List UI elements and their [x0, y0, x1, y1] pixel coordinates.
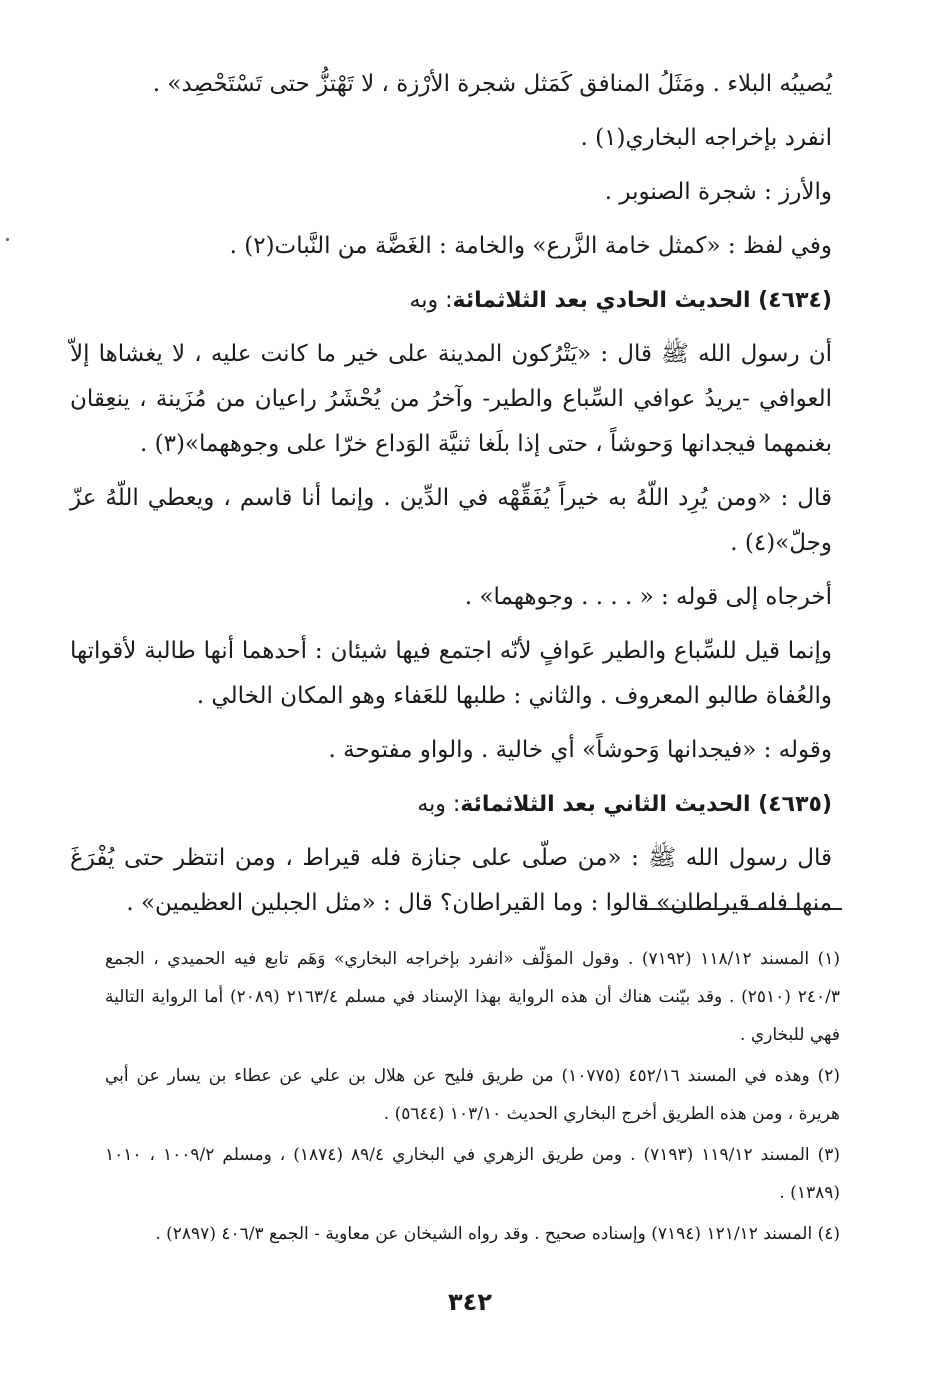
scan-speck: [6, 238, 9, 241]
footnote-4: (٤) المسند ١٢١/١٢ (٧١٩٤) وإسناده صحيح . وقد رواه الشيخان عن معاوية - الجمع ٤٠٦/٣ (٢٨٩٧) .: [155, 1224, 840, 1244]
paragraph-8: وإنما قيل للسِّباع والطير عَوافٍ لأنّه اجتمع فيها شيئان : أحدهما أنها طالبة لأقواتها والعُفاة طالبو المعروف . والثاني : طلبها للعَفاء وهو المكان الخالي .: [70, 638, 832, 709]
paragraph-1: يُصيبُه البلاء . ومَثَلُ المنافق كَمَثل شجرة الأرْزة ، لا تَهْتزُّ حتى تَسْتَحْصِد» .: [152, 71, 832, 97]
hadith-heading-4634: [70, 278, 832, 323]
heading-tail: : وبه: [409, 288, 453, 313]
footnotes: [105, 940, 840, 1256]
main-text: [70, 62, 832, 935]
paragraph-9: وقوله : «فيجدانها وَحوشاً» أي خالية . والواو مفتوحة .: [328, 737, 832, 763]
paragraph-3: والأرز : شجرة الصنوبر .: [604, 179, 832, 205]
footnote-1: (١) المسند ١١٨/١٢ (٧١٩٢) . وقول المؤلّف «انفرد بإخراجه البخاري» وَهَم تابع فيه الحميدي ، الجمع ٢٤٠/٣ (٢٥١٠) . وقد بيّنت هناك أن هذه الرواية بهذا الإسناد في مسلم ٢١٦٣/٤ (٢٠٨٩) أما الرواية التالية فهي للبخاري .: [105, 949, 840, 1045]
page-number: ٣٤٢: [448, 1288, 492, 1316]
hadith-heading-4635: [70, 782, 832, 827]
heading-text: (٤٦٣٤) الحديث الحادي بعد الثلاثمائة: [452, 288, 832, 313]
paragraph-5: أن رسول الله ﷺ قال : «يَتْرُكون المدينة على خير ما كانت عليه ، لا يغشاها إلاّ العوافي -يريدُ عوافي السِّباع والطير- وآخرُ من يُحْشَرُ راعيان من مُزَينة ، ينعِقان بغنمهما فيجدانها وَحوشاً ، حتى إذا بلَغا ثنيَّة الوَداع خرّا على وجوههما»(٣) .: [70, 341, 832, 457]
paragraph-2: انفرد بإخراجه البخاري(١) .: [580, 125, 832, 151]
heading-text: (٤٦٣٥) الحديث الثاني بعد الثلاثمائة: [460, 792, 832, 817]
heading-tail: : وبه: [417, 792, 461, 817]
footnote-2: (٢) وهذه في المسند ٤٥٢/١٦ (١٠٧٧٥) من طريق فليح عن هلال بن علي عن عطاء بن يسار عن أبي هريرة ، ومن هذه الطريق أخرج البخاري الحديث ١٠٣/١٠ (٥٦٤٤) .: [105, 1066, 840, 1124]
paragraph-4: وفي لفظ : «كمثل خامة الزَّرع» والخامة : الغَضَّة من النَّبات(٢) .: [229, 233, 832, 259]
paragraph-7: أخرجاه إلى قوله : « . . . . وجوههما» .: [464, 584, 832, 610]
footnote-separator: [642, 908, 842, 910]
footnote-3: (٣) المسند ١١٩/١٢ (٧١٩٣) . ومن طريق الزهري في البخاري ٨٩/٤ (١٨٧٤) ، ومسلم ١٠٠٩/٢ ، ١٠١٠ (١٣٨٩) .: [105, 1145, 840, 1203]
paragraph-10: قال رسول الله ﷺ : «من صلّى على جنازة فله قيراط ، ومن انتظر حتى يُفْرَغَ منها فله قيراطان» قالوا : وما القيراطان؟ قال : «مثل الجبلين العظيمين» .: [70, 845, 832, 916]
paragraph-6: قال : «ومن يُرِد اللّهُ به خيراً يُفَقِّهْه في الدِّين . وإنما أنا قاسم ، ويعطي اللّهُ عزّ وجلّ»(٤) .: [70, 485, 832, 556]
